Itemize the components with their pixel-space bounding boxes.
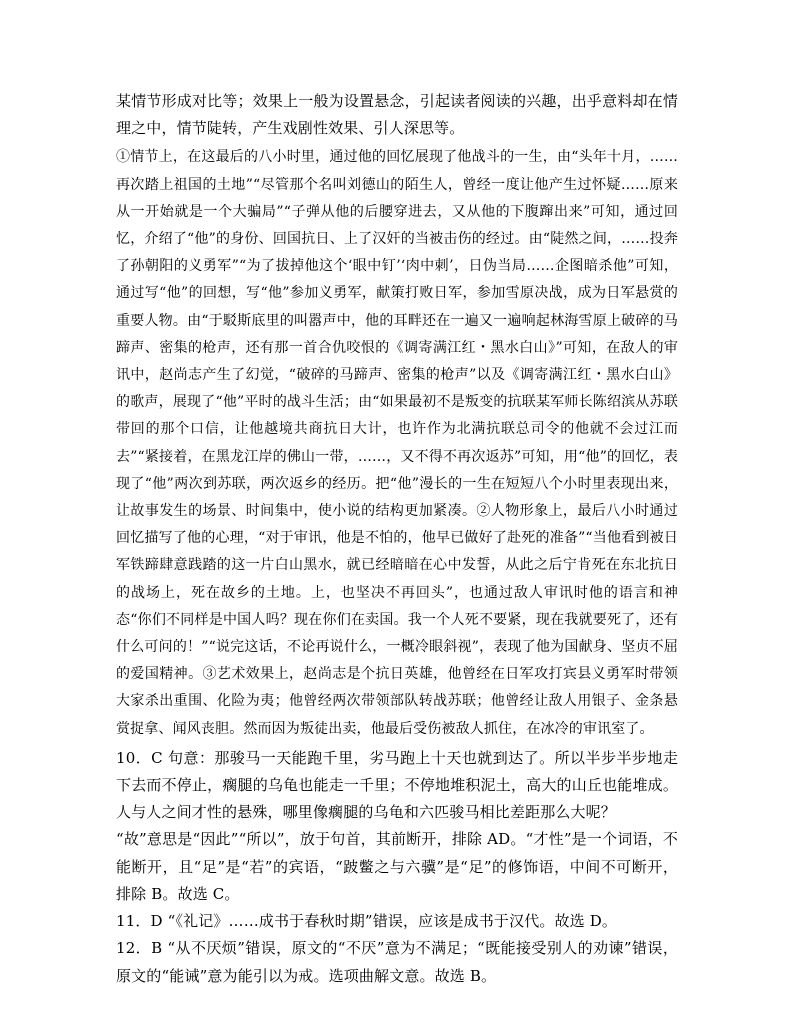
- answer-paragraph-q10: 10．C 句意：那骏马一天能跑千里，劣马跑上十天也就到达了。所以半步半步地走下去而不停止，瘸腿的乌龟也能走一千里；不停地堆积泥土，高大的山丘也能堆成。人与人之间才性的悬殊，哪里像瘸腿的乌龟和六匹骏马相比差距那么大呢？: [116, 748, 678, 822]
- answer-paragraph-q10-explanation: “故”意思是“因此”“所以”，放于句首，其前断开，排除 AD。“才性”是一个词语，不能断开，且“足”是“若”的宾语，“跛鳖之与六骥”是“足”的修饰语，中间不可断开，排除 B。故选 C。: [116, 830, 678, 903]
- answer-paragraph-intro: 某情节形成对比等；效果上一般为设置悬念，引起读者阅读的兴趣，出乎意料却在情理之中，情节陡转，产生戏剧性效果、引人深思等。: [116, 92, 678, 138]
- answer-paragraph-q12: 12．B “从不厌烦”错误，原文的“不厌”意为不满足；“既能接受别人的劝谏”错误，原文的“能诫”意为能引以为戒。选项曲解文意。故选 B。: [116, 939, 678, 985]
- document-page: [116, 88, 678, 990]
- answer-paragraph-q11: 11．D “《礼记》……成书于春秋时期”错误，应该是成书于汉代。故选 D。: [116, 912, 618, 931]
- answer-paragraph-analysis: ①情节上，在这最后的八小时里，通过他的回忆展现了他战斗的一生，由“头年十月，……再次踏上祖国的土地”“尽管那个名叫刘德山的陌生人，曾经一度让他产生过怀疑……原来从一开始就是一个大骗局”“子弹从他的后腰穿进去，又从他的下腹蹿出来”可知，通过回忆，介绍了“他”的身份、回国抗日、上了汉奸的当被击伤的经过。由“陡然之间，……投奔了孙朝阳的义勇军”“为了拔掉他这个‘眼中钉’‘肉中刺’，日伪当局……企图暗杀他”可知，通过写“他”的回想，写“他”参加义勇军，献策打败日军，参加雪原决战，成为日军悬赏的重要人物。由“于駁斯底里的叫嚣声中，他的耳畔还在一遍又一遍响起林海雪原上破碎的马蹄声、密集的枪声，还有那一首合仇咬恨的《调寄满江红・黑水白山》”可知，在敌人的审讯中，赵尚志产生了幻觉，“破碎的马蹄声、密集的枪声”以及《调寄满江红・黑水白山》的歌声，展现了“他”平时的战斗生活；由“如果最初不是叛变的抗联某军师长陈绍滨从苏联带回的那个口信，让他越境共商抗日大计，也许作为北满抗联总司令的他就不会过江而去”“紧接着，在黑龙江岸的佛山一带，……，又不得不再次返苏”可知，用“他”的回忆，表现了“他”两次到苏联，两次返乡的经历。把“他”漫长的一生在短短八个小时里表现出来，让故事发生的场景、时间集中，使小说的结构更加紧凑。②人物形象上，最后八小时通过回忆描写了他的心理，“对于审讯，他是不怕的，他早已做好了赴死的准备”“当他看到被日军铁蹄肆意践踏的这一片白山黑水，就已经暗暗在心中发誓，从此之后宁肯死在东北抗日的战场上，死在故乡的土地。上，也坚决不再回头”，也通过敌人审讯时他的语言和神态“你们不同样是中国人吗？现在你们在卖国。我一个人死不要紧，现在我就要死了，还有什么可问的！”“说完这话，不论再说什么，一概冷眼斜视”，表现了他为国献身、坚贞不屈的爱国精神。③艺术效果上，赵尚志是个抗日英雄，他曾经在日军攻打宾县义勇军时带领大家杀出重围、化险为夷；他曾经两次带领部队转战苏联；他曾经让敌人用银子、金条悬赏捉拿、闻风丧胆。然而因为叛徒出卖，他最后受伤被敌人抓住，在冰冷的审讯室了。: [116, 149, 678, 737]
